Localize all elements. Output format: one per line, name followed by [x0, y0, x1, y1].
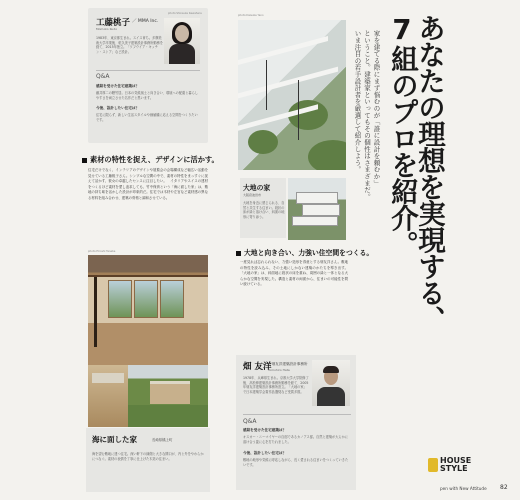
qa-label: Q&A — [96, 73, 110, 80]
project-title: 海に面した家 — [92, 435, 137, 444]
profile-roman-name: Momoko Kudo — [96, 27, 118, 31]
photo-credit: photo:Daisuke Yano — [238, 14, 264, 17]
exterior-photo — [128, 365, 208, 427]
profile-roman-name: Tomohiro Hata — [268, 368, 290, 372]
interior-photo — [88, 255, 208, 365]
project-location: 長崎県橘上町 — [152, 438, 173, 442]
portrait-photo — [312, 360, 350, 406]
profile-name: 工藤桃子 — [96, 18, 131, 28]
publication-name: pen with New Attitude — [440, 486, 487, 491]
exterior-photo — [288, 178, 346, 240]
square-bullet-icon — [236, 251, 241, 256]
page-number: 82 — [500, 484, 508, 491]
profile-firm: ／畑友洋建築設計事務所 — [268, 362, 308, 366]
profile-bio: 1978年、兵庫県生まれ。京都大学大学院修了後、高松伸建築設計事務所勤務を経て、2005年畑友洋建築設計事務所設立。「大地の家」で日本建築学会賞作品選奨など受賞多数。 — [243, 376, 309, 394]
article-body: 一度見れば忘れられない、力強い造形を得意とする畑友洋さん。敷地の特性を読み込み、その土地にしかない建築のかたちを導き出す。「大地の家」は、斜面地に段状の床を重ね、周囲の緑と一体となる大らかな空間を実現した。構造と素材の両面から、住まいの可能性を問い続けている。 — [240, 260, 348, 287]
logo-mark-icon — [428, 458, 438, 472]
profile-name: 畑 友洋 — [243, 362, 272, 372]
lead-line-1: 家を建てる際にまず悩むのが「誰に設計を頼むか」 — [372, 30, 381, 187]
house-style-logo — [440, 456, 506, 476]
portrait-photo — [164, 18, 200, 64]
page-headline — [386, 14, 445, 332]
qa-label: Q&A — [243, 418, 257, 425]
project-title: 大地の家 — [243, 184, 271, 192]
logo-text-top: HOUSE — [440, 456, 472, 465]
article-body: 住宅だけでなく、インテリアのデザインや展覧会の会場構成など幅広い活動を見せている工藤桃子さん。シンプルな空間の中で、素材の特性をまっすぐに捉えて活かす、彼女の卓越したセンスに注目したい。 イタリアやスイスの建材をつくるほど素材を愛し追求しても、竹中保育という「海に面した家」は、敷地の持ち味を活かした設計が印象的だ。住宅では木材や左官など素材感の異なる材料を組み合わせ、建築の骨格と調和させている。 — [88, 168, 208, 200]
headline-line-1: あなたの理想を実現する、 — [413, 14, 445, 332]
project-location: 大阪府池田市 — [243, 193, 262, 197]
square-bullet-icon — [82, 158, 87, 163]
lead-text — [352, 30, 381, 460]
qa-question: 感銘を受けた住宅建築は？ — [243, 428, 287, 432]
section-heading-text: 大地と向き合い、力強い住空間をつくる。 — [244, 249, 374, 257]
lead-line-2: ということ。建築家といってもその個性はさまざまだ。 — [363, 30, 371, 200]
section-heading-text: 素材の特性を捉え、デザインに活かす。 — [90, 155, 219, 164]
profile-bio: 1983年、東京都生まれ。スイス育ち。多摩美術大学卒業後、乾久美子建築設計事務所勤務を経て、2015年独立。「ワフウイア・キッチン・ストア」など設計。 — [96, 36, 163, 54]
house-photo — [88, 365, 128, 427]
qa-question: 感銘を受けた住宅建築は？ — [96, 84, 140, 88]
qa-answer: オスカー・ニーマイヤーの自邸であるカノアス邸。自然と建築が大らかに溶け合う姿に心を打たれました。 — [243, 435, 348, 444]
photo-credit: photo:Hiroshi Tanabe — [88, 250, 116, 253]
qa-answer: 藤井厚二の聴竹居。日本の気候風土と向き合い、環境への配慮と暮らしやすさを両立させた名作だと思います。 — [96, 91, 198, 100]
logo-text-bottom: STYLE — [440, 464, 468, 473]
section-heading — [82, 155, 219, 165]
profile-firm: ／ MMA Inc. — [132, 19, 159, 24]
project-description: 海を望む敷地に建つ住宅。深い軒下の縁側と大きな開口が、内と外をやわらかにつなぐ。素材の表情を丁寧に仕上げた木造の住まい。 — [92, 452, 204, 461]
lead-line-3: いま注目の若手設計者を厳選して紹介しよう。 — [353, 30, 362, 173]
project-description: 大地を身近に感じられる、自然と共生する住まい。段状の床が緑と溶け合い、斜面の地形に寄り添う。 — [243, 201, 285, 219]
qa-question: 今後、設計したい住宅は？ — [243, 451, 287, 455]
photo-credit: photo:Shinsuke Kawahara — [168, 12, 202, 15]
qa-answer: 住宅に限らず、新しい生活スタイルや価値観に応える空間をつくりたいです。 — [96, 113, 198, 122]
qa-answer: 敷地の地形や気候に呼応しながら、長く愛される住まいをつくっていきたいです。 — [243, 458, 349, 467]
staircase-photo — [238, 20, 346, 170]
qa-question: 今後、設計したい住宅は？ — [96, 106, 140, 110]
headline-line-2: 7組のプロを紹介。 — [386, 14, 418, 257]
